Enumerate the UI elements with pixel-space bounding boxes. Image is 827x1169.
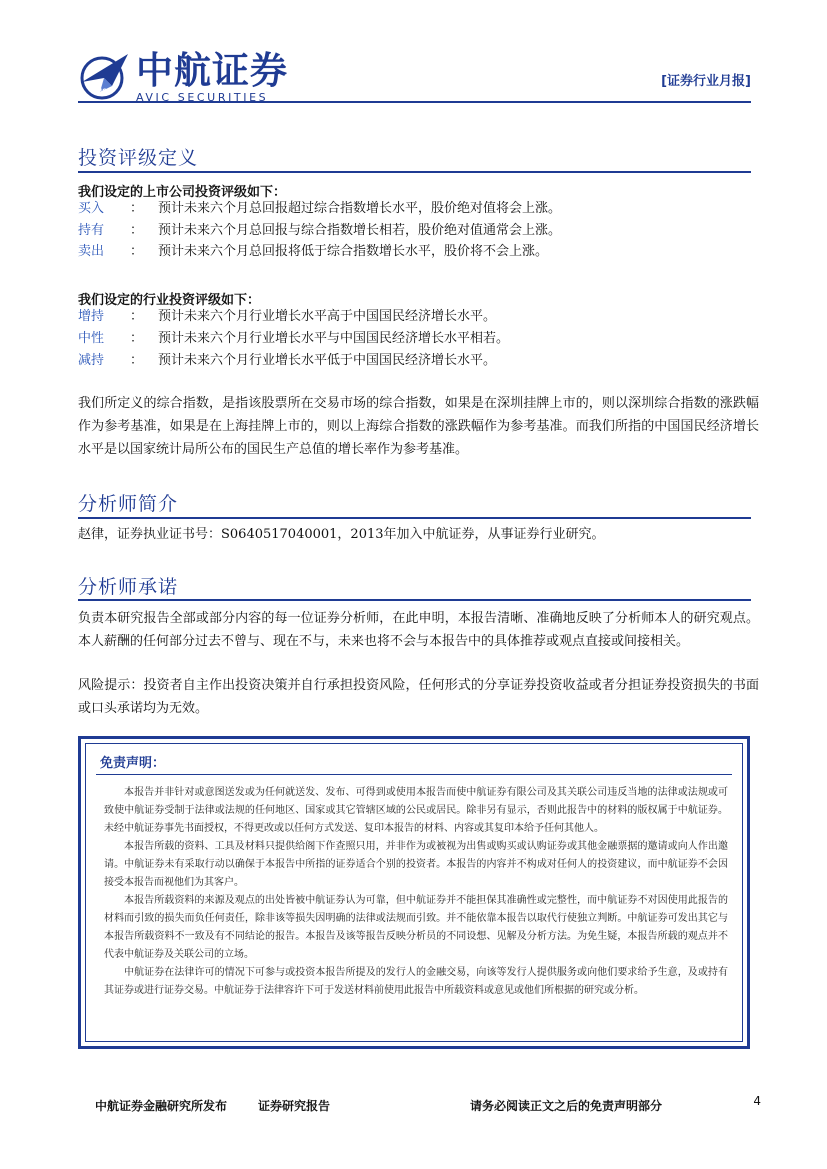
risk-warning-paragraph: 风险提示：投资者自主作出投资决策并自行承担投资风险，任何形式的分享证券投资收益或者分担证券投资损失的书面或口头承诺均为无效。	[78, 678, 759, 716]
industry-rating-intro: 我们设定的行业投资评级如下：	[78, 293, 261, 308]
rating-term: 减持	[78, 353, 105, 368]
avic-logo	[78, 48, 308, 108]
rating-description: 预计未来六个月总回报超过综合指数增长水平，股价绝对值将会上涨。	[158, 201, 562, 216]
rating-description: 预计未来六个月总回报与综合指数增长相若，股价绝对值通常会上涨。	[158, 223, 562, 238]
rating-colon: ：	[130, 223, 144, 238]
disclaimer-title: 免责声明：	[100, 756, 166, 771]
avic-plane-icon	[78, 48, 134, 104]
logo-chinese-name: 中航证券	[136, 49, 288, 92]
rating-description: 预计未来六个月行业增长水平与中国国民经济增长水平相若。	[158, 331, 510, 346]
rating-description: 预计未来六个月行业增长水平低于中国国民经济增长水平。	[158, 353, 497, 368]
analyst-intro-text: 赵律，证券执业证书号：S0640517040001，2013年加入中航证券，从事证券行业研究。	[78, 527, 605, 542]
disclaimer-body	[104, 784, 728, 1000]
index-note-paragraph: 我们所定义的综合指数，是指该股票所在交易市场的综合指数，如果是在深圳挂牌上市的，则以深圳综合指数的涨跌幅作为参考基准，如果是在上海挂牌上市的，则以上海综合指数的涨跌幅作为参考基准。而我们所指的中国国民经济增长水平是以国家统计局所公布的国民生产总值的增长率作为参考基准。	[78, 396, 759, 457]
section-title-analyst: 分析师简介	[78, 493, 179, 515]
section-divider	[78, 517, 751, 519]
logo-badge: AVIC	[91, 88, 107, 95]
rating-description: 预计未来六个月行业增长水平高于中国国民经济增长水平。	[158, 309, 497, 324]
header-divider	[78, 101, 751, 103]
rating-term: 卖出	[78, 244, 105, 259]
disclaimer-paragraph: 本报告所载的资料、工具及材料只提供给阁下作查照只用，并非作为或被视为出售或购买或认购证券或其他金融票据的邀请或向人作出邀请。中航证券未有采取行动以确保于本报告中所指的证券适合个别的投资者。本报告的内容并不构成对任何人的投资建议，而中航证券不会因接受本报告而视他们为其客户。	[104, 841, 728, 888]
logo-english-name: AVIC SECURITIES	[136, 91, 269, 104]
page-number: 4	[753, 1094, 761, 1108]
disclaimer-paragraph: 中航证券在法律许可的情况下可参与或投资本报告所提及的发行人的金融交易，向该等发行人提供服务或向他们要求给予生意，及或持有其证券或进行证券交易。中航证券于法律容许下可于发送材料前使用此报告中所载资料或意见或他们所根据的研究或分析。	[104, 967, 728, 996]
rating-colon: ：	[130, 353, 144, 368]
disclaimer-paragraph: 本报告所载资料的来源及观点的出处皆被中航证券认为可靠，但中航证券并不能担保其准确性或完整性，而中航证券不对因使用此报告的材料而引致的损失而负任何责任，除非该等损失因明确的法律或法规而引致。并不能依靠本报告以取代行使独立判断。中航证券可发出其它与本报告所载资料不一致及有不同结论的报告。本报告及该等报告反映分析员的不同设想、见解及分析方法。为免生疑，本报告所载的观点并不代表中航证券及关联公司的立场。	[104, 895, 728, 960]
footer-disclaimer-note: 请务必阅读正文之后的免责声明部分	[470, 1099, 663, 1113]
section-divider	[78, 599, 751, 601]
section-title-rating: 投资评级定义	[78, 147, 199, 169]
rating-term: 增持	[78, 309, 105, 324]
section-divider	[78, 171, 751, 173]
rating-term: 持有	[78, 223, 105, 238]
rating-colon: ：	[130, 331, 144, 346]
rating-colon: ：	[130, 244, 144, 259]
rating-colon: ：	[130, 201, 144, 216]
section-title-commitment: 分析师承诺	[78, 576, 179, 598]
rating-colon: ：	[130, 309, 144, 324]
footer-publisher: 中航证券金融研究所发布	[95, 1099, 228, 1113]
footer-report-kind: 证券研究报告	[258, 1099, 331, 1113]
rating-term: 中性	[78, 331, 105, 346]
commitment-paragraph: 负责本研究报告全部或部分内容的每一位证券分析师，在此申明，本报告清晰、准确地反映了分析师本人的研究观点。本人薪酬的任何部分过去不曾与、现在不与，未来也将不会与本报告中的具体推荐或观点直接或间接相关。	[78, 611, 759, 649]
disclaimer-box	[78, 736, 750, 1049]
rating-description: 预计未来六个月总回报将低于综合指数增长水平，股价将不会上涨。	[158, 244, 549, 259]
disclaimer-inner-frame	[85, 743, 743, 1042]
disclaimer-title-divider	[96, 774, 732, 775]
disclaimer-paragraph: 本报告并非针对或意图送发或为任何就送发、发布、可得到或使用本报告而使中航证券有限公司及其关联公司违反当地的法律或法规或可致使中航证券受制于法律或法规的任何地区、国家或其它管辖区域的公民或居民。除非另有显示，否则此报告中的材料的版权属于中航证券。未经中航证券事先书面授权，不得更改或以任何方式发送、复印本报告的材料、内容或其复印本给予任何其他人。	[104, 787, 728, 834]
rating-term: 买入	[78, 201, 105, 216]
report-type-label: [证券行业月报]	[661, 74, 751, 89]
company-rating-intro: 我们设定的上市公司投资评级如下：	[78, 185, 287, 200]
